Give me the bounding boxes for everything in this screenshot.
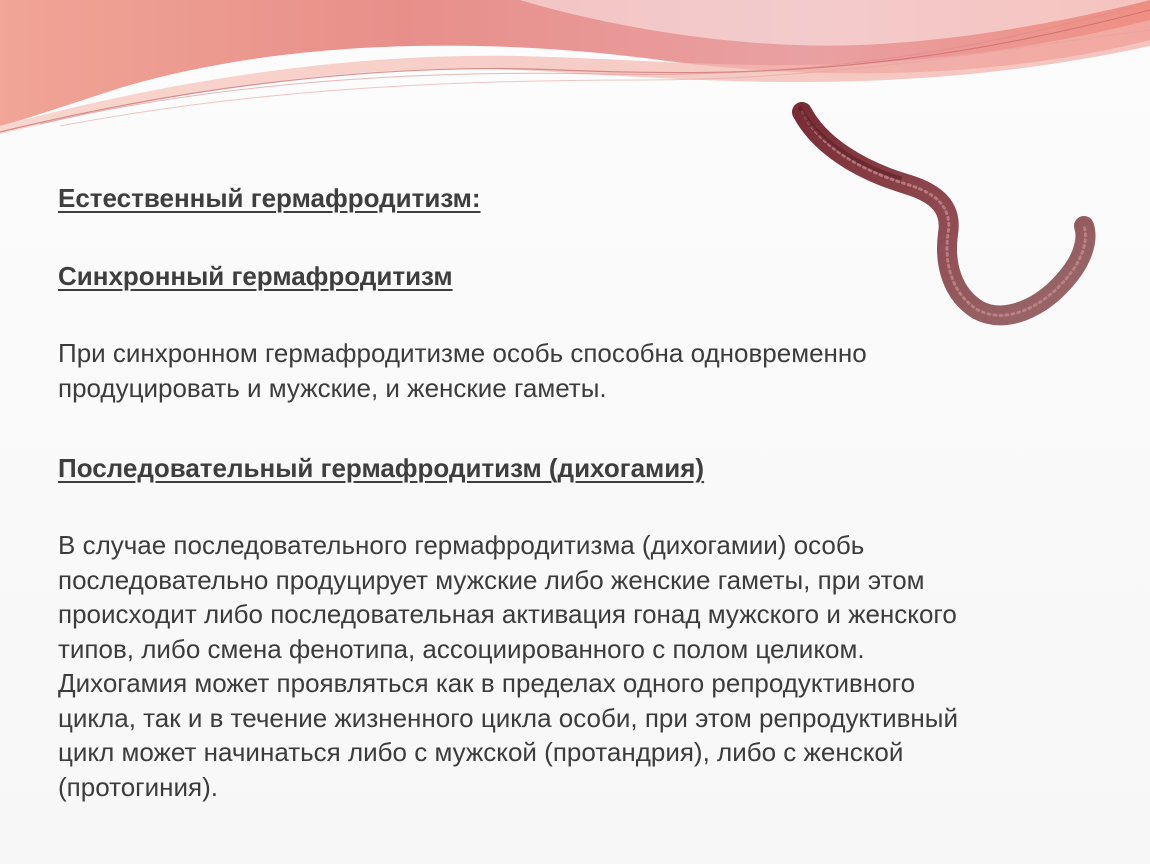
paragraph-line: цикла, так и в течение жизненного цикла особи, при этом репродуктивный [58, 702, 958, 733]
heading-natural-hermaphroditism: Естественный гермафродитизм: [58, 183, 481, 213]
heading-synchronous: Синхронный гермафродитизм [58, 261, 453, 291]
paragraph-line: происходит либо последовательная активация гонад мужского и женского [58, 599, 957, 629]
earthworm-image [780, 98, 1100, 328]
paragraph-line: (протогиния). [58, 771, 219, 802]
paragraph-line: Дихогамия может проявляться как в пределах одного репродуктивного [58, 668, 916, 698]
paragraph-line: типов, либо смена фенотипа, ассоциированного с полом целиком. [58, 633, 865, 664]
paragraph-sequential [58, 528, 1118, 804]
paragraph-line: В случае последовательного гермафродитизма (дихогамии) особь [58, 530, 865, 560]
paragraph-line: При синхронном гермафродитизме особь способна одновременно [58, 338, 867, 368]
paragraph-synchronous [58, 336, 1118, 405]
paragraph-line: последовательно продуцирует мужские либо женские гаметы, при этом [58, 564, 925, 595]
paragraph-line: цикл может начинаться либо с мужской (протандрия), либо с женской [58, 737, 904, 767]
heading-sequential: Последовательный гермафродитизм (дихогамия) [58, 453, 705, 483]
paragraph-line: продуцировать и мужские, и женские гаметы. [58, 372, 607, 403]
